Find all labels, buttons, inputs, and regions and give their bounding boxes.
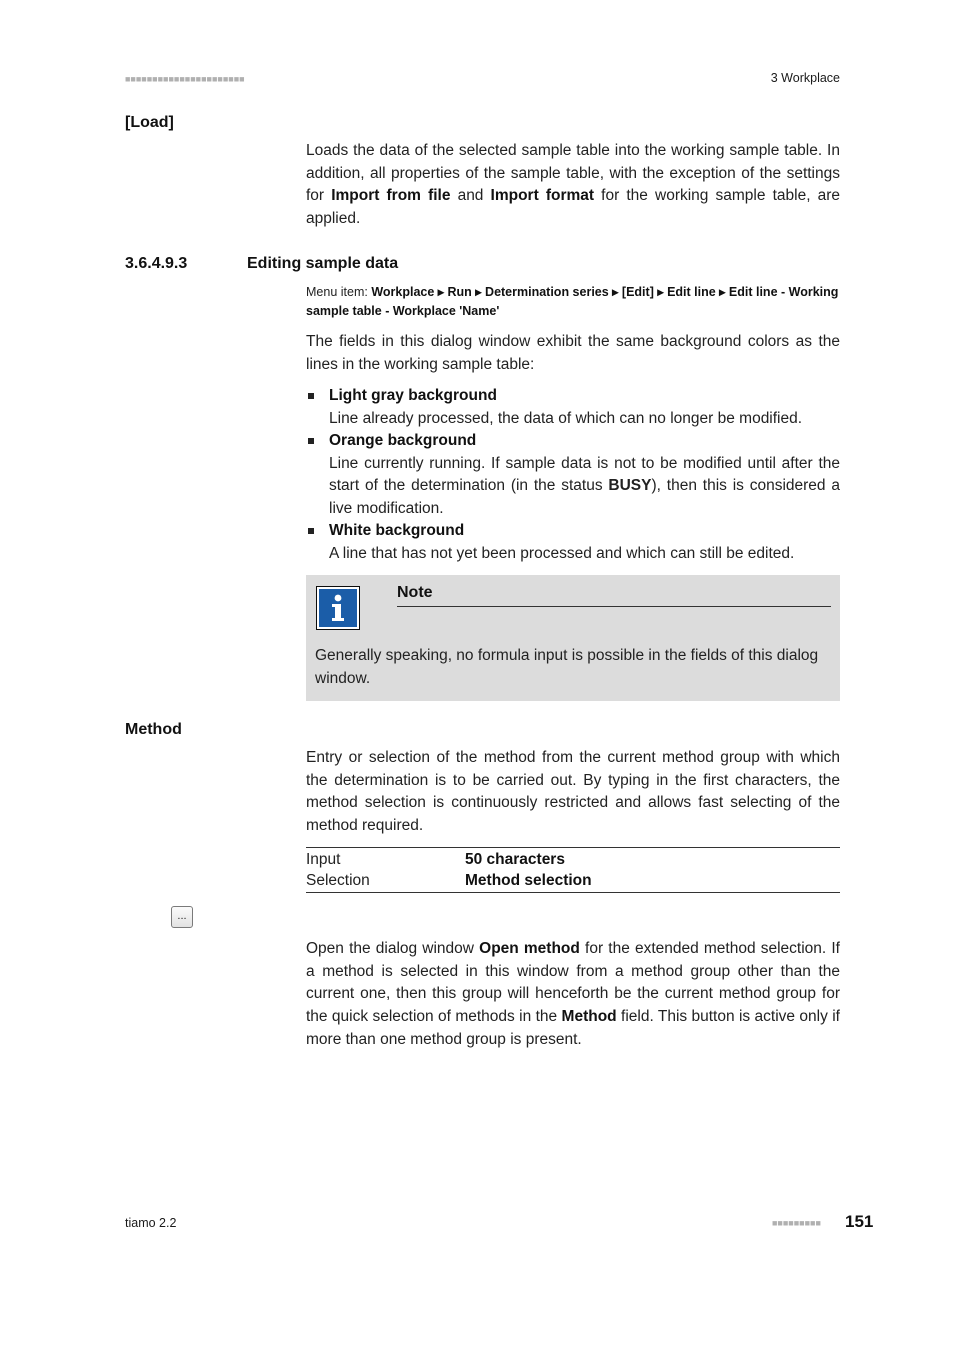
load-description (306, 140, 840, 231)
list-item (306, 520, 840, 565)
load-text-3: for the working sample table, are applied. (306, 187, 841, 228)
method-label: Method (125, 721, 182, 738)
section-number: 3.6.4.9.3 (125, 255, 188, 272)
chapter-title: 3 Workplace (770, 71, 840, 85)
load-label: [Load] (125, 114, 174, 131)
property-value: Method selection (465, 872, 592, 889)
table-top-rule (306, 847, 840, 848)
button-desc-part: Open the dialog window (306, 940, 480, 957)
menu-prefix: Menu item: (306, 285, 372, 299)
footer-decoration: ■■■■■■■■■ (772, 1218, 821, 1228)
section-title: Editing sample data (247, 255, 399, 272)
product-version: tiamo 2.2 (125, 1216, 177, 1230)
note-text: Generally speaking, no formula input is possible in the fields of this dialog window. (315, 647, 819, 687)
property-key: Selection (306, 872, 370, 889)
load-text-1: Loads the data of the selected sample table into the working sample table. In addition, all properties of the sample table, with the exception of the settings for (306, 142, 840, 205)
table-row (306, 870, 840, 891)
bullet-description: Line already processed, the data of which can no longer be modified. (329, 409, 803, 427)
note-divider (397, 606, 831, 607)
note-box (306, 575, 840, 701)
open-method-description (306, 938, 840, 1052)
method-description: Entry or selection of the method from the current method group with which the determination is to be carried out. By typing in the first characters, the method selection is continuously restricted and allows fast selecting of the method required. (306, 749, 840, 835)
method-field-term: Method (561, 1008, 617, 1026)
note-title: Note (397, 584, 433, 601)
method-properties-table (306, 849, 840, 891)
list-item (306, 385, 840, 430)
bullet-description (329, 453, 840, 521)
bullet-desc-part: Line currently running. If sample data is not to be modified until after the start of the determination (in the status (329, 454, 840, 494)
bullet-description: A line that has not yet been processed and which can still be edited. (329, 544, 795, 562)
load-text-2: and (450, 187, 491, 205)
button-desc-part: for the extended method selection. If a method is selected in this window from a method group other than the current one, then this group will henceforth be the current method group for the quick selection of methods in the (306, 940, 840, 1026)
menu-path-value: Workplace ▸ Run ▸ Determination series ▸ [Edit] ▸ Edit line ▸ Edit line - Working sample table - Workplace 'Name' (306, 285, 839, 318)
open-method-button[interactable]: ... (171, 906, 193, 928)
bullet-square-icon (308, 528, 314, 534)
bullet-title: Light gray background (329, 387, 497, 404)
bullet-title: White background (329, 522, 465, 539)
page-number: 151 (845, 1212, 874, 1231)
import-format-term: Import format (490, 187, 595, 205)
background-color-list (306, 385, 840, 565)
bullet-title: Orange background (329, 432, 477, 449)
import-from-file-term: Import from file (331, 187, 451, 205)
list-item (306, 430, 840, 520)
bullet-square-icon (308, 438, 314, 444)
busy-status-term: BUSY (608, 477, 652, 494)
property-key: Input (306, 851, 341, 868)
property-value: 50 characters (465, 851, 565, 868)
bullet-square-icon (308, 393, 314, 399)
button-desc-part: field. This button is active only if more than one method group is present. (306, 1008, 840, 1048)
info-icon (316, 586, 360, 630)
open-method-term: Open method (479, 940, 580, 957)
menu-path (306, 283, 840, 321)
header-decoration: ■■■■■■■■■■■■■■■■■■■■■■ (125, 74, 245, 84)
table-bottom-rule (306, 892, 840, 893)
table-row (306, 849, 840, 870)
bullet-desc-part: ), then this is considered a live modification. (329, 477, 840, 517)
intro-text: The fields in this dialog window exhibit the same background colors as the lines in the working sample table: (306, 333, 840, 373)
